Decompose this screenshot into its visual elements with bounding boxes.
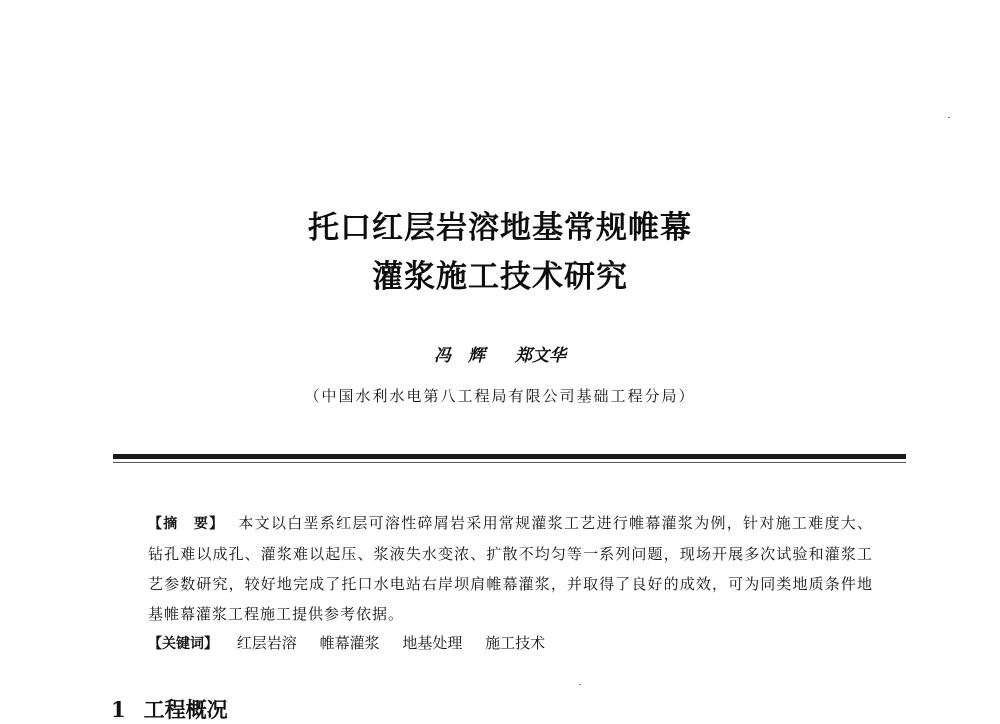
keyword: 帷幕灌浆	[319, 634, 380, 652]
author-name: 郑文华	[514, 346, 566, 366]
keywords-block	[148, 628, 873, 659]
paper-title-line-2: 灌浆施工技术研究	[372, 259, 628, 295]
paper-title-line-1: 托口红层岩溶地基常规帷幕	[308, 210, 692, 246]
scan-speck	[948, 117, 950, 118]
keyword: 红层岩溶	[236, 634, 297, 652]
abstract-block	[148, 508, 873, 629]
abstract-label: 【摘 要】	[148, 516, 225, 532]
keyword: 施工技术	[485, 634, 546, 652]
section-number: 1	[111, 697, 126, 722]
header-divider-thin	[113, 462, 906, 463]
author-name: 冯 辉	[434, 346, 486, 366]
section-heading	[111, 694, 228, 724]
scan-speck	[579, 684, 581, 685]
keyword: 地基处理	[402, 634, 463, 652]
abstract-text: 本文以白垩系红层可溶性碎屑岩采用常规灌浆工艺进行帷幕灌浆为例，针对施工难度大、钻孔难以成孔、灌浆难以起压、浆液失水变浓、扩散不均匀等一系列问题，现场开展多次试验和灌浆工艺参数研究，较好地完成了托口水电站右岸坝肩帷幕灌浆，并取得了良好的成效，可为同类地质条件地基帷幕灌浆工程施工提供参考依据。	[148, 514, 874, 623]
section-title: 工程概况	[143, 697, 228, 722]
author-list	[0, 341, 1000, 366]
header-divider-thick	[113, 454, 906, 459]
author-affiliation: （中国水利水电第八工程局有限公司基础工程分局）	[304, 387, 696, 405]
keywords-label: 【关键词】	[148, 636, 218, 652]
